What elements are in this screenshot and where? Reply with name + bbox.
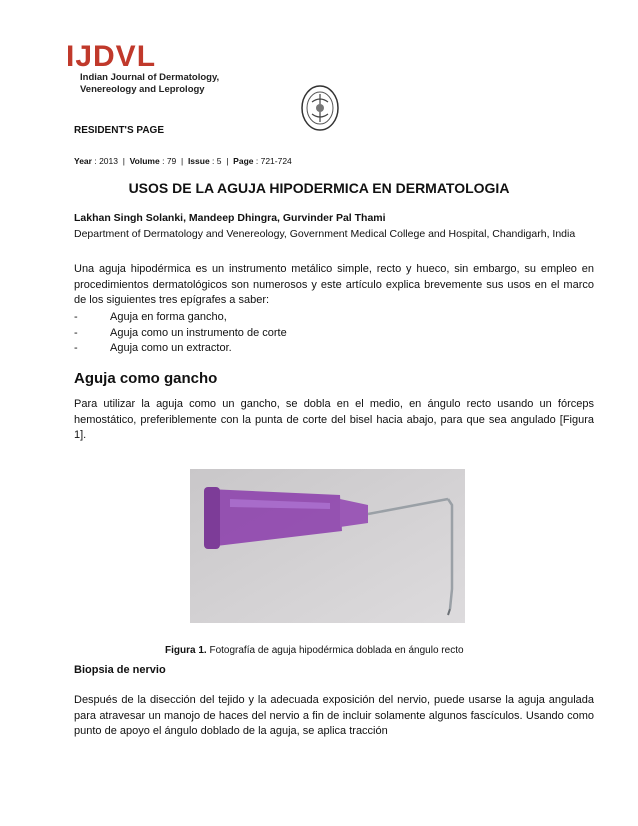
affiliation: Department of Dermatology and Venereology, Government Medical College and Hospital, Chandigarh, India (74, 228, 576, 240)
year-value: 2013 (99, 156, 118, 166)
article-title: USOS DE LA AGUJA HIPODERMICA EN DERMATOLOGIA (128, 180, 510, 196)
list-item (74, 326, 287, 342)
section-label: RESIDENT'S PAGE (74, 125, 164, 136)
logo-subtitle-line1: Indian Journal of Dermatology, (80, 72, 220, 83)
list-dash: - (74, 342, 78, 354)
issue-value: 5 (216, 156, 222, 166)
authors: Lakhan Singh Solanki, Mandeep Dhingra, Gurvinder Pal Thami (74, 212, 386, 224)
volume-value: 79 (166, 156, 177, 166)
issue-meta: Year : 2013 | Volume : 79 | Issue : 5 | Page : 721-724 (74, 156, 292, 166)
subsection-heading: Biopsia de nervio (74, 664, 166, 676)
list-item (74, 341, 287, 357)
logo-subtitle (80, 72, 219, 96)
logo-subtitle-line2: Venereology and Leprology (80, 84, 205, 95)
list-item-text: Aguja en forma gancho, (110, 311, 227, 323)
logo-title: IJDVL (66, 40, 157, 73)
journal-logo (66, 40, 288, 104)
list-item (74, 310, 287, 326)
seal-icon (300, 84, 340, 132)
list-dash: - (74, 311, 78, 323)
section-paragraph: Para utilizar la aguja como un gancho, se dobla en el medio, en ángulo recto usando un fórceps hemostático, preferiblemente con la punta de corte del bisel hacia abajo, para que sea angulado [Figura 1]. (74, 398, 594, 441)
intro-paragraph: Una aguja hipodérmica es un instrumento metálico simple, recto y hueco, sin embargo, su empleo en procedimientos dermatológicos son numerosos y este artículo explica brevemente sus usos en el marco de los siguientes tres epígrafes a saber: (74, 263, 594, 306)
needle-photo (190, 469, 465, 623)
page-label: Page (233, 156, 254, 166)
list-item-text: Aguja como un instrumento de corte (110, 326, 287, 339)
uses-list (74, 310, 287, 357)
volume-label: Volume (129, 156, 160, 166)
page-value: 721-724 (260, 156, 292, 166)
section-heading: Aguja como gancho (74, 370, 218, 387)
figure-label: Figura 1. (165, 645, 207, 656)
list-item-text: Aguja como un extractor. (110, 342, 232, 354)
subsection-paragraph: Después de la disección del tejido y la adecuada exposición del nervio, puede usarse la aguja angulada para atravesar un manojo de haces del nervio a fin de incluir solamente algunos fascículos. Usando como punto de apoyo el ángulo doblado de la aguja, se aplica tracción (74, 694, 594, 737)
year-label: Year (74, 156, 92, 166)
issue-label: Issue (187, 156, 210, 166)
list-dash: - (74, 326, 78, 339)
figure-caption-text: Fotografía de aguja hipodérmica doblada en ángulo recto (206, 645, 464, 656)
figure-caption (165, 645, 464, 656)
